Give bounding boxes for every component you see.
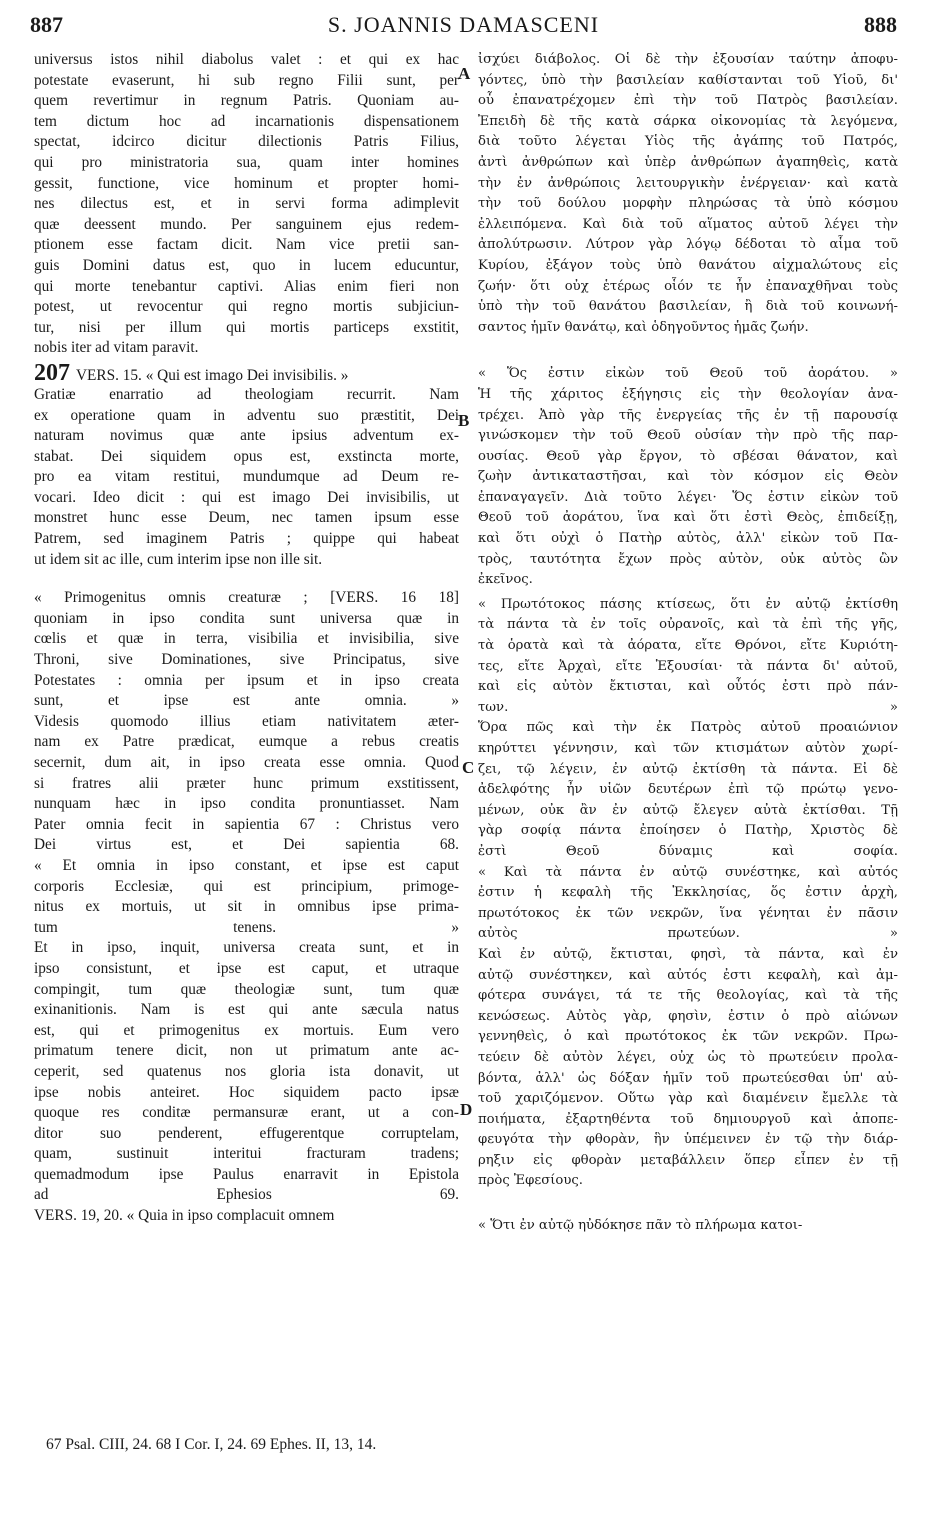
- margin-letter-a: A: [458, 64, 471, 83]
- text-line: τὰ πάντα τὰ ἐν τοῖς οὐρανοῖς, καὶ τὰ ἐπὶ τῆς γῆς,: [478, 617, 898, 633]
- footnotes: 67 Psal. CIII, 24. 68 I Cor. I, 24. 69 Ephes. II, 13, 14.: [46, 1436, 377, 1453]
- text-line: Potestates : omnia per ipsum et in ipso creata: [34, 671, 459, 689]
- text-line: quoniam in ipso condita sunt universa quæ in: [34, 609, 459, 627]
- text-line: ρηξιν εἰς φθορὰν μεταβάλλειν ὅπερ εἶπεν ἐν τῇ: [478, 1152, 898, 1168]
- text-line: qui morte tenebantur captivi. Alias enim fieri non: [34, 277, 459, 295]
- text-line: quoque res conditæ permansuræ erant, ut a con-: [34, 1104, 459, 1122]
- text-line: ζει, τῷ λέγειν, ἐν αὐτῷ ἐκτίσθη τὰ πάντα. Εἰ δὲ: [478, 761, 898, 777]
- text-line: Gratiæ enarratio ad theologiam recurrit. Nam: [34, 385, 459, 403]
- paragraph-gap: [478, 338, 898, 364]
- text-line: ὑπὸ τὴν τοῦ θανάτου βασιλείαν, ἢ διὰ τοῦ κοινωνή-: [478, 299, 898, 315]
- text-line: πρωτότοκος ἐκ τῶν νεκρῶν, ἵνα γένηται ἐν πᾶσιν: [478, 905, 898, 921]
- text-line: γεννηθεὶς, ὁ καὶ πρωτότοκος ἐκ τῶν νεκρῶν. Πρω-: [478, 1029, 898, 1045]
- text-line: φευγότα τὴν φθορὰν, ἣν ὑπέμεινεν ἐν τῷ τὴν διάρ-: [478, 1132, 898, 1148]
- text-line: ad Ephesios 69.: [34, 1186, 459, 1204]
- text-line: quem revertimur in regnum Patris. Quoniam au-: [34, 92, 459, 110]
- text-line: ἐκεῖνος.: [478, 572, 533, 588]
- text-line: αὐτὸς πρωτεύων. »: [478, 926, 898, 942]
- text-line: spectat, idcirco dicitur dilectionis Patris Filius,: [34, 133, 459, 151]
- text-line: VERS. 19, 20. « Quia in ipso complacuit omnem: [34, 1207, 335, 1225]
- text-line: τεύειν δὲ αὐτὸν λέγει, οὐχ ὡς τὸ πρωτεύειν προλα-: [478, 1049, 898, 1065]
- text-line: tum tenens. »: [34, 918, 459, 936]
- text-line: potest, ut revocentur qui regno mortis subjiciun-: [34, 298, 459, 316]
- text-line: πρὸς Ἐφεσίους.: [478, 1173, 583, 1189]
- text-line: primatum tenere dicit, non ut primatum ante ac-: [34, 1042, 459, 1060]
- text-line: διὰ τοῦτο λέγεται Υἱὸς τῆς ἀγάπης τοῦ Πατρός,: [478, 134, 898, 150]
- text-line: ουσίας. Θεοῦ γὰρ ἔργον, τὸ σβέσαι θάνατον, καὶ: [478, 448, 898, 464]
- text-line: καὶ εἰς αὐτὸν ἔκτισται, καὶ οὗτός ἐστι πρὸ πάν-: [478, 679, 898, 695]
- text-line: universus istos nihil diabolus valet : et qui ex hac: [34, 51, 459, 68]
- text-line: ceperit, sed quatenus nos gloria ista donavit, ut: [34, 1062, 459, 1080]
- text-line: nam ex Patre prædicat, eumque a rebus creatis: [34, 733, 459, 751]
- text-line: Κυρίου, ἐξάγον τοὺς ὑπὸ θανάτου αἰχμαλώτους εἰς: [478, 257, 898, 273]
- text-line: quemadmodum ipse Paulus enarravit in Epistola: [34, 1165, 459, 1183]
- text-line: τες, εἴτε Ἀρχαὶ, εἴτε Ἐξουσίαι· τὰ πάντα δι' αὐτοῦ,: [478, 658, 898, 674]
- text-line: ἐστιν ἡ κεφαλὴ τῆς Ἐκκλησίας, ὅς ἐστιν ἀρχὴ,: [478, 885, 898, 901]
- text-line: quæ deessent mundo. Per sanguinem ejus redem-: [34, 215, 459, 233]
- text-line: ζωὴν ἀντικαταστῆσαι, καὶ τὸν κόσμον εἰς Θεὸν: [478, 469, 898, 485]
- text-line: « Πρωτότοκος πάσης κτίσεως, ὅτι ἐν αὐτῷ ἐκτίσθη: [478, 596, 898, 612]
- text-line: βόντα, ἀλλ' ὡς δόξαν ἡμῖν τοῦ πρωτεύεσθαι ὑπ' αὐ-: [478, 1070, 898, 1086]
- text-line: καὶ ὅτι οὐχὶ ὁ Πατὴρ αὐτὸς, ἀλλ' εἰκὼν τοῦ Πα-: [478, 531, 898, 547]
- text-line: φότερα συνάγει, τά τε τῆς θεολογίας, καὶ τὰ τῆς: [478, 988, 898, 1004]
- text-line: τρὸς, ταυτότητα ἔχων πρὸς αὐτὸν, οὐκ αὐτὸς ὢν: [478, 551, 898, 567]
- text-line: κηρύττει γέννησιν, καὶ τῶν κτισμάτων αὐτὸν χωρί-: [478, 741, 898, 756]
- margin-letter-d: D: [460, 1100, 473, 1119]
- text-line: γὰρ σοφίᾳ πάντα ἐποίησεν ὁ Πατὴρ, Χριστὸς δὲ: [478, 823, 898, 839]
- text-line: monstret hunc esse Deum, nec tamen ipsum esse: [34, 509, 459, 527]
- text-line: τὰ ὁρατὰ καὶ τὰ ἀόρατα, εἴτε Θρόνοι, εἴτε Κυριότη-: [478, 638, 898, 654]
- text-line: ποιήματα, ἐξαρτηθέντα τοῦ δημιουργοῦ καὶ ἀποπε-: [478, 1111, 898, 1127]
- text-line: « Primogenitus omnis creaturæ ; [VERS. 16 18]: [34, 589, 459, 607]
- text-line: nes dilectus est, et in servi forma adimplevit: [34, 195, 459, 213]
- text-line: sunt, et ipse est ante omnia. »: [34, 692, 459, 710]
- section-number: 207: [34, 360, 70, 385]
- text-line: Patrem, sed imaginem Patris ; quippe qui habeat: [34, 530, 459, 548]
- verse-heading: VERS. 15. « Qui est imago Dei invisibilis. »: [76, 366, 349, 384]
- text-line: ζωήν· ὅτι οὐχ ἑτέρως οἷόν τε ἦν ἐπαναχθῆναι τοὺς: [478, 278, 898, 294]
- page-number-right: 888: [864, 12, 897, 37]
- text-line: Ἡ τῆς χάριτος ἐξήγησις εἰς τὴν θεολογίαν ἀνα-: [478, 386, 898, 402]
- paragraph-gap: [34, 570, 459, 588]
- text-line: potestate evaserunt, hi sub regno Filii sunt, per: [34, 71, 459, 89]
- text-line: ipso consistunt, et ipse est caput, et utraque: [34, 959, 459, 977]
- text-line: nunquam hæc in ipso condita pronuntiasset. Nam: [34, 795, 459, 813]
- text-line: pro ea vitam restitui, mundumque ad Deum re-: [34, 468, 459, 486]
- text-line: τὴν τοῦ δούλου μορφὴν πληρώσας τὰ ὑπὸ κόσμου: [478, 196, 898, 212]
- text-line: ditor suo penderent, effugerentque corruptelam,: [34, 1124, 459, 1142]
- text-line: Θεοῦ τοῦ ἀοράτου, ἵνα καὶ ὅτι ἐστὶ Θεὸς, ἐπιδείξῃ,: [478, 510, 898, 526]
- text-line: αὐτῷ συνέστηκεν, καὶ αὐτός ἐστι κεφαλὴ, καὶ ἀμ-: [478, 967, 898, 983]
- text-line: exinanitionis. Nam is est qui ante sæcula natus: [34, 1001, 459, 1019]
- text-line: Ἐπειδὴ δὲ τῆς κατὰ σάρκα οἰκονομίας τὰ λεγόμενα,: [478, 113, 898, 129]
- margin-letter-b: B: [458, 411, 470, 430]
- text-line: « Et omnia in ipso constant, et ipse est caput: [34, 856, 459, 874]
- text-line: Ὅρα πῶς καὶ τὴν ἐκ Πατρὸς αὐτοῦ προαιώνιον: [478, 720, 898, 736]
- text-line: stabat. Dei siquidem opus est, exstincta morte,: [34, 447, 459, 465]
- text-line: nitus ex mortuis, ut sit in omnibus ipse prima-: [34, 898, 459, 916]
- text-line: « Ὅς ἐστιν εἰκὼν τοῦ Θεοῦ τοῦ ἀοράτου. »: [478, 366, 898, 382]
- text-line: Throni, sive Dominationes, sive Principatus, sive: [34, 651, 459, 669]
- text-line: si fratres alii præter hunc primum exstitissent,: [34, 774, 459, 792]
- text-line: est, qui et primogenitus ex mortuis. Eum vero: [34, 1021, 459, 1039]
- text-line: γόντες, ὑπὸ τὴν βασιλείαν καθίστανται τοῦ Υἱοῦ, δι': [478, 72, 898, 88]
- text-line: τοῦ χαριζόμενον. Οὕτω γὰρ καὶ διαμένειν ἔμελλε τὰ: [478, 1091, 898, 1107]
- text-line: « Καὶ τὰ πάντα ἐν αὐτῷ συνέστηκε, καὶ αὐτός: [478, 864, 898, 880]
- text-line: tur, nisi per illum qui mortis particeps exstitit,: [34, 318, 459, 336]
- text-line: ἀπολύτρωσιν. Λύτρον γὰρ λόγῳ δέδοται τὸ αἷμα τοῦ: [478, 237, 898, 253]
- text-line: μένων, οὐκ ἂν ἐν αὐτῷ ἔλεγεν αὐτὰ ἐκτίσθαι. Τῇ: [478, 802, 898, 818]
- text-line: compingit, tum quæ theologiæ sunt, tum quæ: [34, 980, 459, 998]
- text-line: ἐλλειπόμενα. Καὶ διὰ τοῦ αἵματος αὐτοῦ λέγει τὴν: [478, 216, 898, 232]
- text-line: qui pro ministratoria sua, quam inter homines: [34, 153, 459, 171]
- text-line: Dei virtus est, et Dei sapientia 68.: [34, 836, 459, 854]
- text-line: naturam novimus quæ ante ipsius adventum ex-: [34, 427, 459, 445]
- text-line: ex operatione quam in adventu suo præstitit, Dei: [34, 406, 459, 424]
- text-line: vocari. Ideo dicit : qui est imago Dei invisibilis, ut: [34, 488, 459, 506]
- text-line: Et in ipso, inquit, universa creata sunt, et in: [34, 939, 459, 957]
- margin-letter-c: C: [462, 758, 475, 777]
- text-line: ut idem sit ac ille, cum interim ipse non ille sit.: [34, 550, 323, 568]
- text-line: nobis iter ad vitam paravit.: [34, 339, 199, 357]
- text-line: οὗ ἐπανατρέχομεν ἐπὶ τὴν τοῦ Πατρὸς βασιλείαν.: [478, 93, 898, 109]
- text-line: των. »: [478, 699, 898, 715]
- page-number-left: 887: [30, 12, 63, 37]
- text-line: ἐπαναγαγεῖν. Διὰ τοῦτο λέγει· Ὅς ἐστιν εἰκὼν τοῦ: [478, 489, 898, 505]
- greek-column: [478, 50, 898, 1237]
- text-line: gessit, functione, vice hominum et propter homi-: [34, 174, 459, 192]
- text-line: « Ὅτι ἐν αὐτῷ ηὐδόκησε πᾶν τὸ πλήρωμα κατοι-: [478, 1218, 803, 1234]
- text-line: ἐστὶ Θεοῦ δύναμις καὶ σοφία.: [478, 843, 898, 859]
- text-line: cœlis et quæ in terra, visibilia et invisibilia, sive: [34, 630, 459, 648]
- text-line: Καὶ ἐν αὐτῷ, ἔκτισται, φησὶ, τὰ πάντα, καὶ ἐν: [478, 946, 898, 962]
- text-line: σαντος ἡμῖν θανάτῳ, καὶ ὁδηγοῦντος ἡμᾶς ζωήν.: [478, 319, 809, 335]
- text-line: ἀντὶ ἀνθρώπων καὶ ὑπὲρ ἀνθρώπων ἀγαπηθεὶς, κατὰ: [478, 154, 898, 170]
- running-header: [30, 12, 897, 46]
- text-line: κενώσεως. Αὐτὸς γὰρ, φησὶν, ἐστιν ὁ πρὸ αἰώνων: [478, 1008, 898, 1024]
- text-line: Videsis quomodo illius etiam nativitatem æter-: [34, 712, 459, 730]
- text-line: ἀδελφότης ἦν υἱῶν δευτέρων ἐπὶ τῷ πρώτῳ γενο-: [478, 782, 898, 798]
- section-heading-line: [34, 361, 459, 385]
- text-line: ipse nobis anteiret. Hoc siquidem pacto ipsæ: [34, 1083, 459, 1101]
- running-title: S. JOANNIS DAMASCENI: [327, 12, 600, 37]
- text-line: ἰσχύει διάβολος. Οἱ δὲ τὴν ἐξουσίαν ταύτην ἀποφυ-: [478, 52, 898, 67]
- text-line: γινώσκομεν τὴν τοῦ Θεοῦ οὐσίαν τὴν πρὸ τῆς παρ-: [478, 428, 898, 444]
- paragraph-gap: [478, 1192, 898, 1216]
- text-line: secernit, dum ait, in ipso creata esse omnia. Quod: [34, 754, 459, 771]
- text-line: corporis Ecclesiæ, qui est principium, primoge-: [34, 877, 459, 895]
- text-line: Pater omnia fecit in sapientia 67 : Christus vero: [34, 815, 459, 833]
- text-line: tem dictum hoc ad incarnationis dispensationem: [34, 112, 459, 130]
- text-line: τρέχει. Ἀπὸ γὰρ τῆς ἐνεργείας τῆς ἐν τῇ παρουσίᾳ: [478, 407, 898, 423]
- text-line: guis Domini datus est, quo in lucem educuntur,: [34, 256, 459, 274]
- text-line: ptionem esse factam dicit. Nam vice pretii san-: [34, 236, 459, 254]
- text-line: τὴν ἐν ἀνθρώποις λειτουργικὴν ἐνέργειαν· καὶ κατὰ: [478, 175, 898, 191]
- text-line: quam, sustinuit interitui fracturam tradens;: [34, 1145, 459, 1163]
- latin-column: [34, 50, 459, 1227]
